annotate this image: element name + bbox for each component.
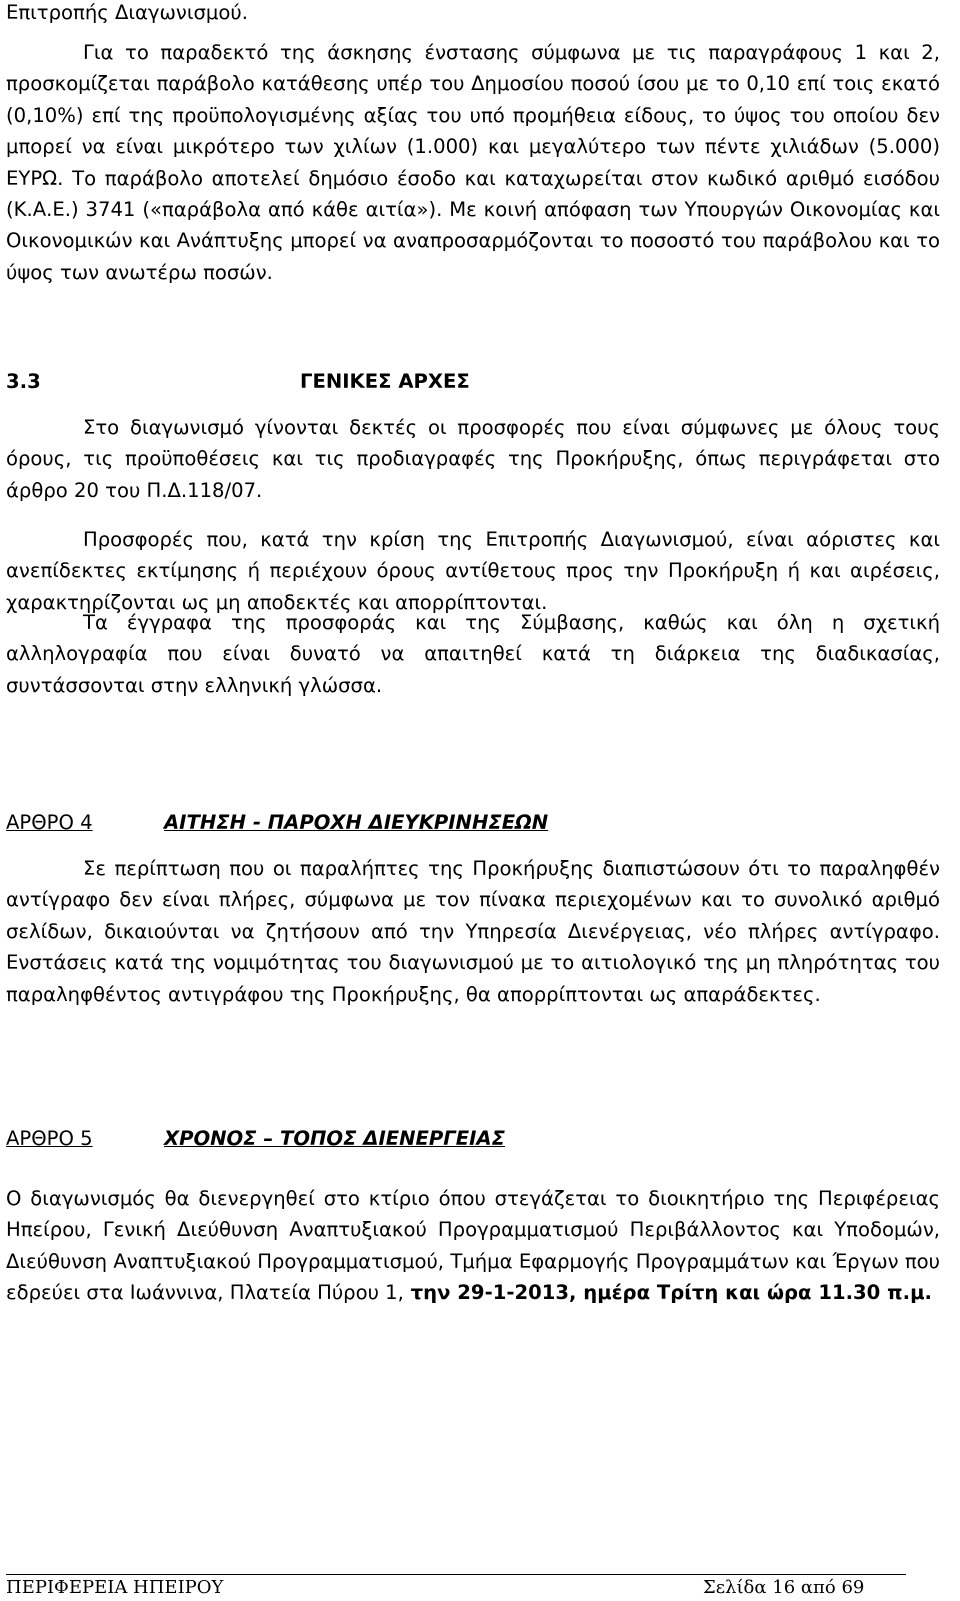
- section-paragraph-3: Τα έγγραφα της προσφοράς και της Σύμβασης, καθώς και όλη η σχετική αλληλογραφία που είναι δυνατό να απαιτηθεί κατά τη διάρκεια της διαδικασίας, συντάσσονται στην ελληνική γλώσσα.: [6, 611, 940, 697]
- article-5-label: ΑΡΘΡΟ 5: [6, 1127, 93, 1150]
- article-5-text: [6, 1183, 940, 1309]
- article-5-title: ΧΡΟΝΟΣ – ΤΟΠΟΣ ΔΙΕΝΕΡΓΕΙΑΣ: [164, 1127, 505, 1150]
- footer-page-number: 16: [772, 1577, 796, 1598]
- footer-organization: ΠΕΡΙΦΕΡΕΙΑ ΗΠΕΙΡΟΥ: [6, 1577, 224, 1598]
- article-4-title: ΑΙΤΗΣΗ - ΠΑΡΟΧΗ ΔΙΕΥΚΡΙΝΗΣΕΩΝ: [164, 811, 549, 834]
- section-paragraph-1: Στο διαγωνισμό γίνονται δεκτές οι προσφορές που είναι σύμφωνες με όλους τους όρους, τις προϋποθέσεις και τις προδιαγραφές της Προκήρυξης, όπως περιγράφεται στο άρθρο 20 του Π.Δ.118/07.: [6, 416, 940, 502]
- top-fragment: Επιτροπής Διαγωνισμού.: [6, 1, 248, 24]
- section-title: ΓΕΝΙΚΕΣ ΑΡΧΕΣ: [300, 370, 470, 393]
- section-number: 3.3: [6, 370, 41, 393]
- article-5-datetime: την 29-1-2013, ημέρα Τρίτη και ώρα 11.30 π.μ.: [403, 1281, 932, 1305]
- article-5-text-regular: Ο διαγωνισμός θα διενεργηθεί στο κτίριο όπου στεγάζεται το διοικητήριο της Περιφέρειας Ηπείρου, Γενική Διεύθυνση Αναπτυξιακού Προγραμματισμού Περιβάλλοντος και Υποδομών, Διεύθυνση Αναπτυξιακού Προγραμματισμού, Τμήμα Εφαρμογής Προγραμμάτων και Έργων που εδρεύει στα Ιωάννινα, Πλατεία Πύρου 1,: [6, 1187, 940, 1305]
- footer-page-word: Σελίδα: [703, 1577, 767, 1598]
- footer-page-total: 69: [841, 1577, 865, 1598]
- article-4-text: Σε περίπτωση που οι παραλήπτες της Προκήρυξης διαπιστώσουν ότι το παραληφθέν αντίγραφο δεν είναι πλήρες, σύμφωνα με τον πίνακα περιεχομένων και το συνολικό αριθμό σελίδων, δικαιούνται να ζητήσουν από την Υπηρεσία Διενέργειας, νέο πλήρες αντίγραφο. Ενστάσεις κατά της νομιμότητας του διαγωνισμού με το αιτιολογικό της μη πληρότητας του παραληφθέντος αντιγράφου της Προκήρυξης, θα απορρίπτονται ως απαράδεκτες.: [6, 857, 940, 1006]
- footer-page-info: [703, 1575, 864, 1601]
- paragraph-fee: Για το παραδεκτό της άσκησης ένστασης σύμφωνα με τις παραγράφους 1 και 2, προσκομίζεται παράβολο κατάθεσης υπέρ του Δημοσίου ποσού ίσου με το 0,10 επί τοις εκατό (0,10%) επί της προϋπολογισμένης αξίας του υπό προμήθεια είδους, το ύψος του οποίου δεν μπορεί να είναι μικρότερο των χιλίων (1.000) και μεγαλύτερο των πέντε χιλιάδων (5.000) ΕΥΡΩ. Το παράβολο αποτελεί δημόσιο έσοδο και καταχωρείται στον κωδικό αριθμό εισόδου (Κ.Α.Ε.) 3741 («παράβολα από κάθε αιτία»). Με κοινή απόφαση των Υπουργών Οικονομίας και Οικονομικών και Ανάπτυξης μπορεί να αναπροσαρμόζονται το ποσοστό του παράβολου και το ύψος των ανωτέρω ποσών.: [6, 41, 940, 284]
- section-paragraph-2: Προσφορές που, κατά την κρίση της Επιτροπής Διαγωνισμού, είναι αόριστες και ανεπίδεκτες εκτίμησης ή περιέχουν όρους αντίθετους προς την Προκήρυξη ή και αιρέσεις, χαρακτηρίζονται ως μη αποδεκτές και απορρίπτονται.: [6, 528, 940, 614]
- article-4-label: ΑΡΘΡΟ 4: [6, 811, 93, 834]
- footer-of-word: από: [800, 1577, 836, 1598]
